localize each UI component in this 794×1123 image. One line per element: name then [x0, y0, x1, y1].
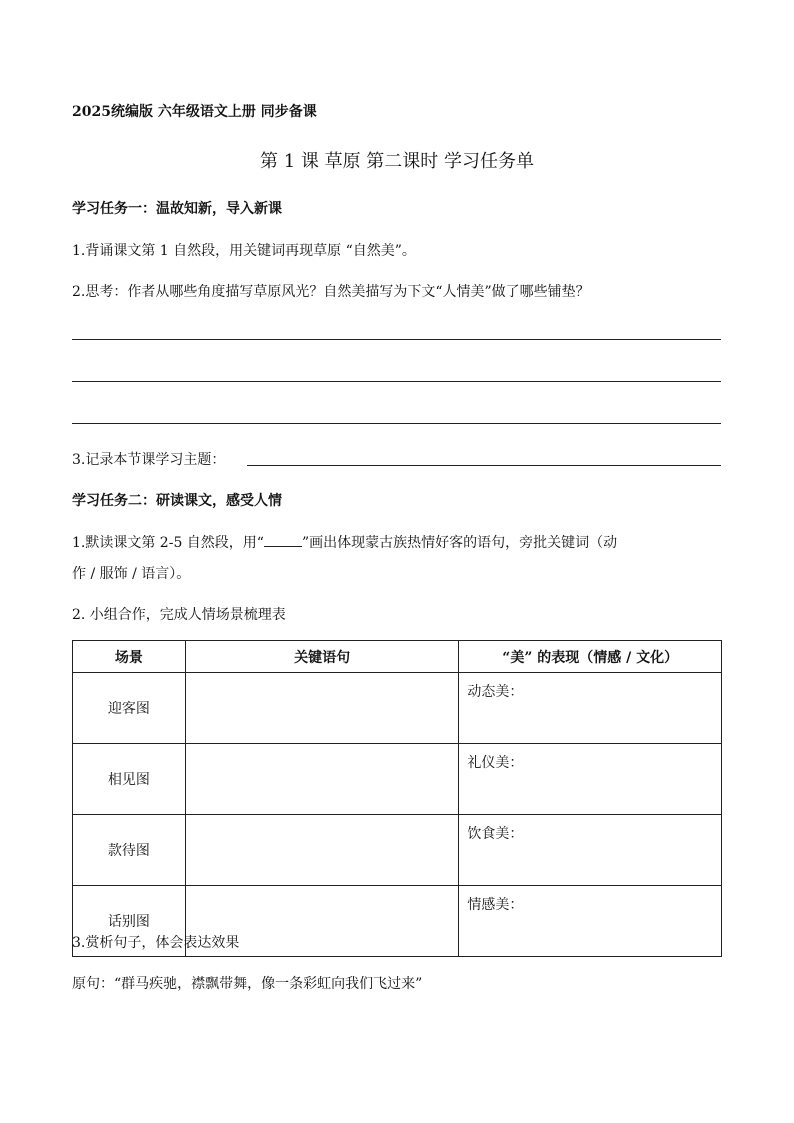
- column-header-scene: 场景: [73, 641, 186, 673]
- answer-line-3[interactable]: [72, 423, 721, 424]
- quote-sentence: 原句：“群马疾驰，襟飘带舞，像一条彩虹向我们飞过来”: [72, 976, 423, 992]
- column-header-sentence: 关键语句: [185, 641, 459, 673]
- task1-item3: 3.记录本节课学习主题：: [72, 452, 226, 468]
- underline-mark-sample: [264, 534, 302, 547]
- beauty-cell[interactable]: 情感美：: [459, 886, 722, 957]
- column-header-beauty: “美” 的表现（情感 / 文化）: [459, 641, 722, 673]
- sentence-cell[interactable]: [185, 815, 459, 886]
- table-row: [73, 673, 722, 744]
- task1-item2: 2.思考：作者从哪些角度描写草原风光？自然美描写为下文“人情美”做了哪些铺垫？: [72, 284, 590, 300]
- answer-line-2[interactable]: [72, 381, 721, 382]
- scene-cell: 相见图: [73, 744, 186, 815]
- sentence-cell[interactable]: [185, 673, 459, 744]
- scene-table: [72, 640, 722, 957]
- table-row: [73, 744, 722, 815]
- task1-heading: 学习任务一：温故知新，导入新课: [72, 201, 282, 217]
- answer-line-1[interactable]: [72, 339, 721, 340]
- scene-cell: 款待图: [73, 815, 186, 886]
- beauty-cell[interactable]: 动态美：: [459, 673, 722, 744]
- task2-item2: 2. 小组合作，完成人情场景梳理表: [72, 607, 286, 623]
- scene-cell: 迎客图: [73, 673, 186, 744]
- table-row: [73, 815, 722, 886]
- document-header: 2025统编版 六年级语文上册 同步备课: [72, 104, 317, 120]
- beauty-cell[interactable]: 礼仪美：: [459, 744, 722, 815]
- scene-cell: 话别图: [73, 886, 186, 957]
- table-header-row: [73, 641, 722, 673]
- page-title: 第 1 课 草原 第二课时 学习任务单: [259, 151, 535, 172]
- task2-item1-line2: 作 / 服饰 / 语言）。: [72, 566, 191, 582]
- theme-answer-line[interactable]: [247, 465, 721, 466]
- sentence-cell[interactable]: [185, 744, 459, 815]
- task2-item1-part2: ”画出体现蒙古族热情好客的语句，旁批关键词（动: [301, 535, 618, 551]
- task1-item1: 1.背诵课文第 1 自然段，用关键词再现草原 “自然美”。: [72, 243, 416, 259]
- task2-item1: [72, 532, 617, 552]
- beauty-cell[interactable]: 饮食美：: [459, 815, 722, 886]
- task2-heading: 学习任务二：研读课文，感受人情: [72, 493, 282, 509]
- task2-item3: 3.赏析句子，体会表达效果: [72, 935, 240, 951]
- task2-item1-part1: 1.默读课文第 2-5 自然段，用“: [72, 535, 264, 551]
